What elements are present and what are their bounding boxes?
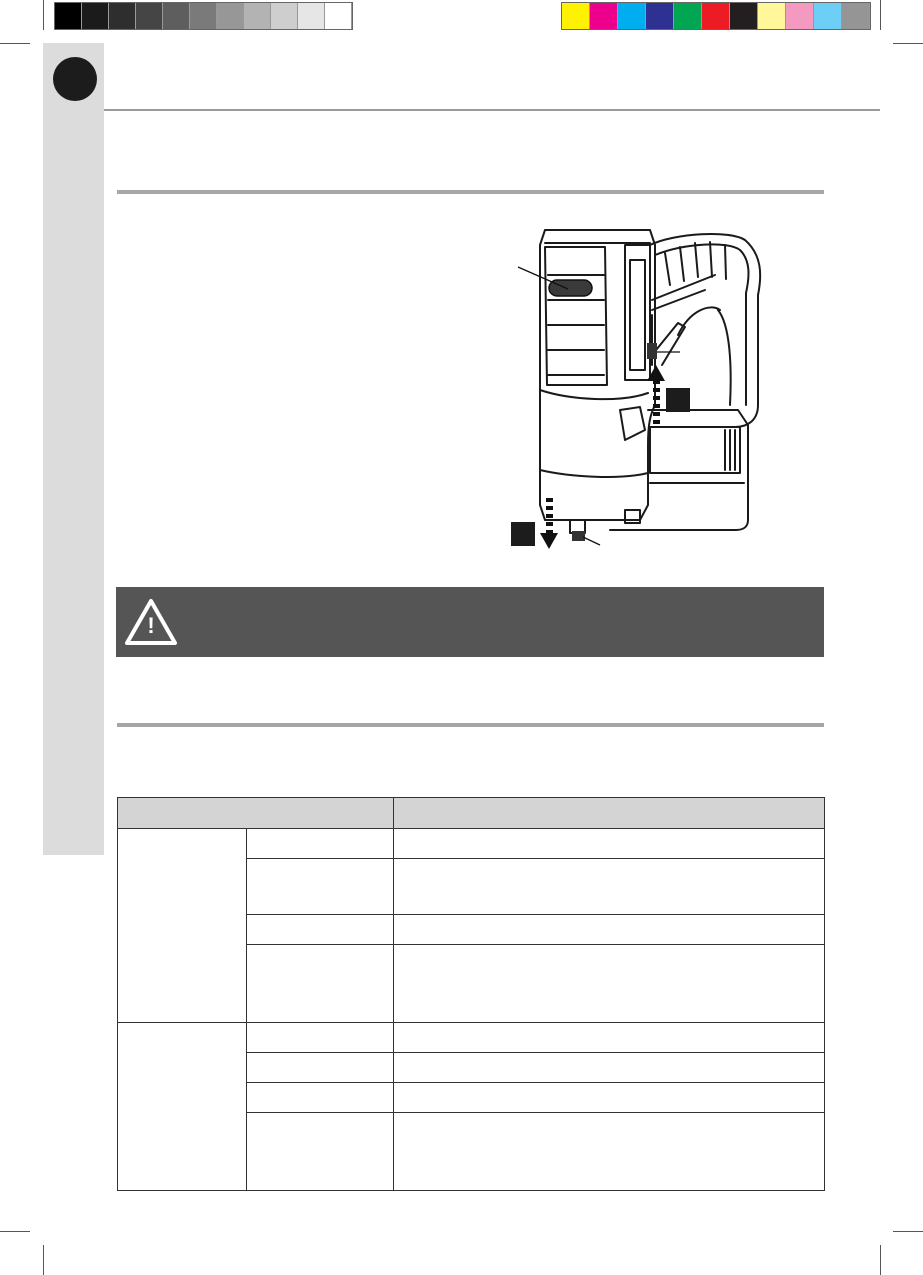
table-header-row — [118, 798, 825, 829]
table-cell — [394, 1053, 825, 1083]
table-cell — [247, 1113, 394, 1191]
warning-banner — [116, 587, 824, 657]
color-swatch — [618, 3, 646, 29]
table-cell — [394, 915, 825, 945]
color-swatch — [590, 3, 618, 29]
gray-swatch — [244, 3, 271, 29]
color-swatch — [702, 3, 730, 29]
crop-mark — [0, 1231, 30, 1232]
table-cell — [247, 1053, 394, 1083]
gray-swatch — [298, 3, 325, 29]
table-cell — [247, 859, 394, 915]
crop-mark — [0, 43, 30, 44]
table-cell — [394, 1113, 825, 1191]
table-cell — [394, 1023, 825, 1053]
gray-swatch — [55, 3, 82, 29]
table-row — [118, 1023, 825, 1053]
gray-swatch — [325, 3, 352, 29]
table-cell — [247, 945, 394, 1023]
color-swatch — [646, 3, 674, 29]
table-group-cell — [118, 829, 247, 1023]
table-cell — [247, 1023, 394, 1053]
color-swatch — [758, 3, 786, 29]
table-cell — [247, 915, 394, 945]
table-row — [118, 829, 825, 859]
gray-swatch — [163, 3, 190, 29]
language-side-band — [43, 43, 104, 855]
header-rule — [104, 109, 880, 111]
gray-swatch — [136, 3, 163, 29]
color-swatch — [842, 3, 870, 29]
color-swatch — [786, 3, 814, 29]
section-rule — [117, 190, 824, 194]
table-header-cell — [394, 798, 825, 829]
gray-swatch — [82, 3, 109, 29]
table-cell — [394, 945, 825, 1023]
gray-swatch — [109, 3, 136, 29]
table-cell — [247, 1083, 394, 1113]
crop-mark — [880, 0, 881, 30]
troubleshooting-table — [117, 797, 825, 1191]
color-swatch — [814, 3, 842, 29]
section-rule — [117, 723, 824, 727]
gray-swatch — [217, 3, 244, 29]
color-swatch — [674, 3, 702, 29]
crop-mark — [893, 43, 923, 44]
crop-mark — [43, 1245, 44, 1275]
table-cell — [394, 859, 825, 915]
table-cell — [247, 829, 394, 859]
table-group-cell — [118, 1023, 247, 1191]
stapler-illustration — [500, 215, 775, 560]
crop-mark — [880, 1245, 881, 1275]
table-cell — [394, 1083, 825, 1113]
gray-swatch — [271, 3, 298, 29]
gray-swatch — [190, 3, 217, 29]
color-swatch — [730, 3, 758, 29]
grayscale-bar — [54, 2, 353, 30]
language-badge — [53, 57, 97, 101]
table-cell — [394, 829, 825, 859]
warning-symbol: ! — [147, 613, 155, 638]
crop-mark — [893, 1231, 923, 1232]
crop-mark — [43, 0, 44, 30]
color-bar — [561, 2, 871, 30]
table-header-cell — [118, 798, 394, 829]
color-swatch — [562, 3, 590, 29]
